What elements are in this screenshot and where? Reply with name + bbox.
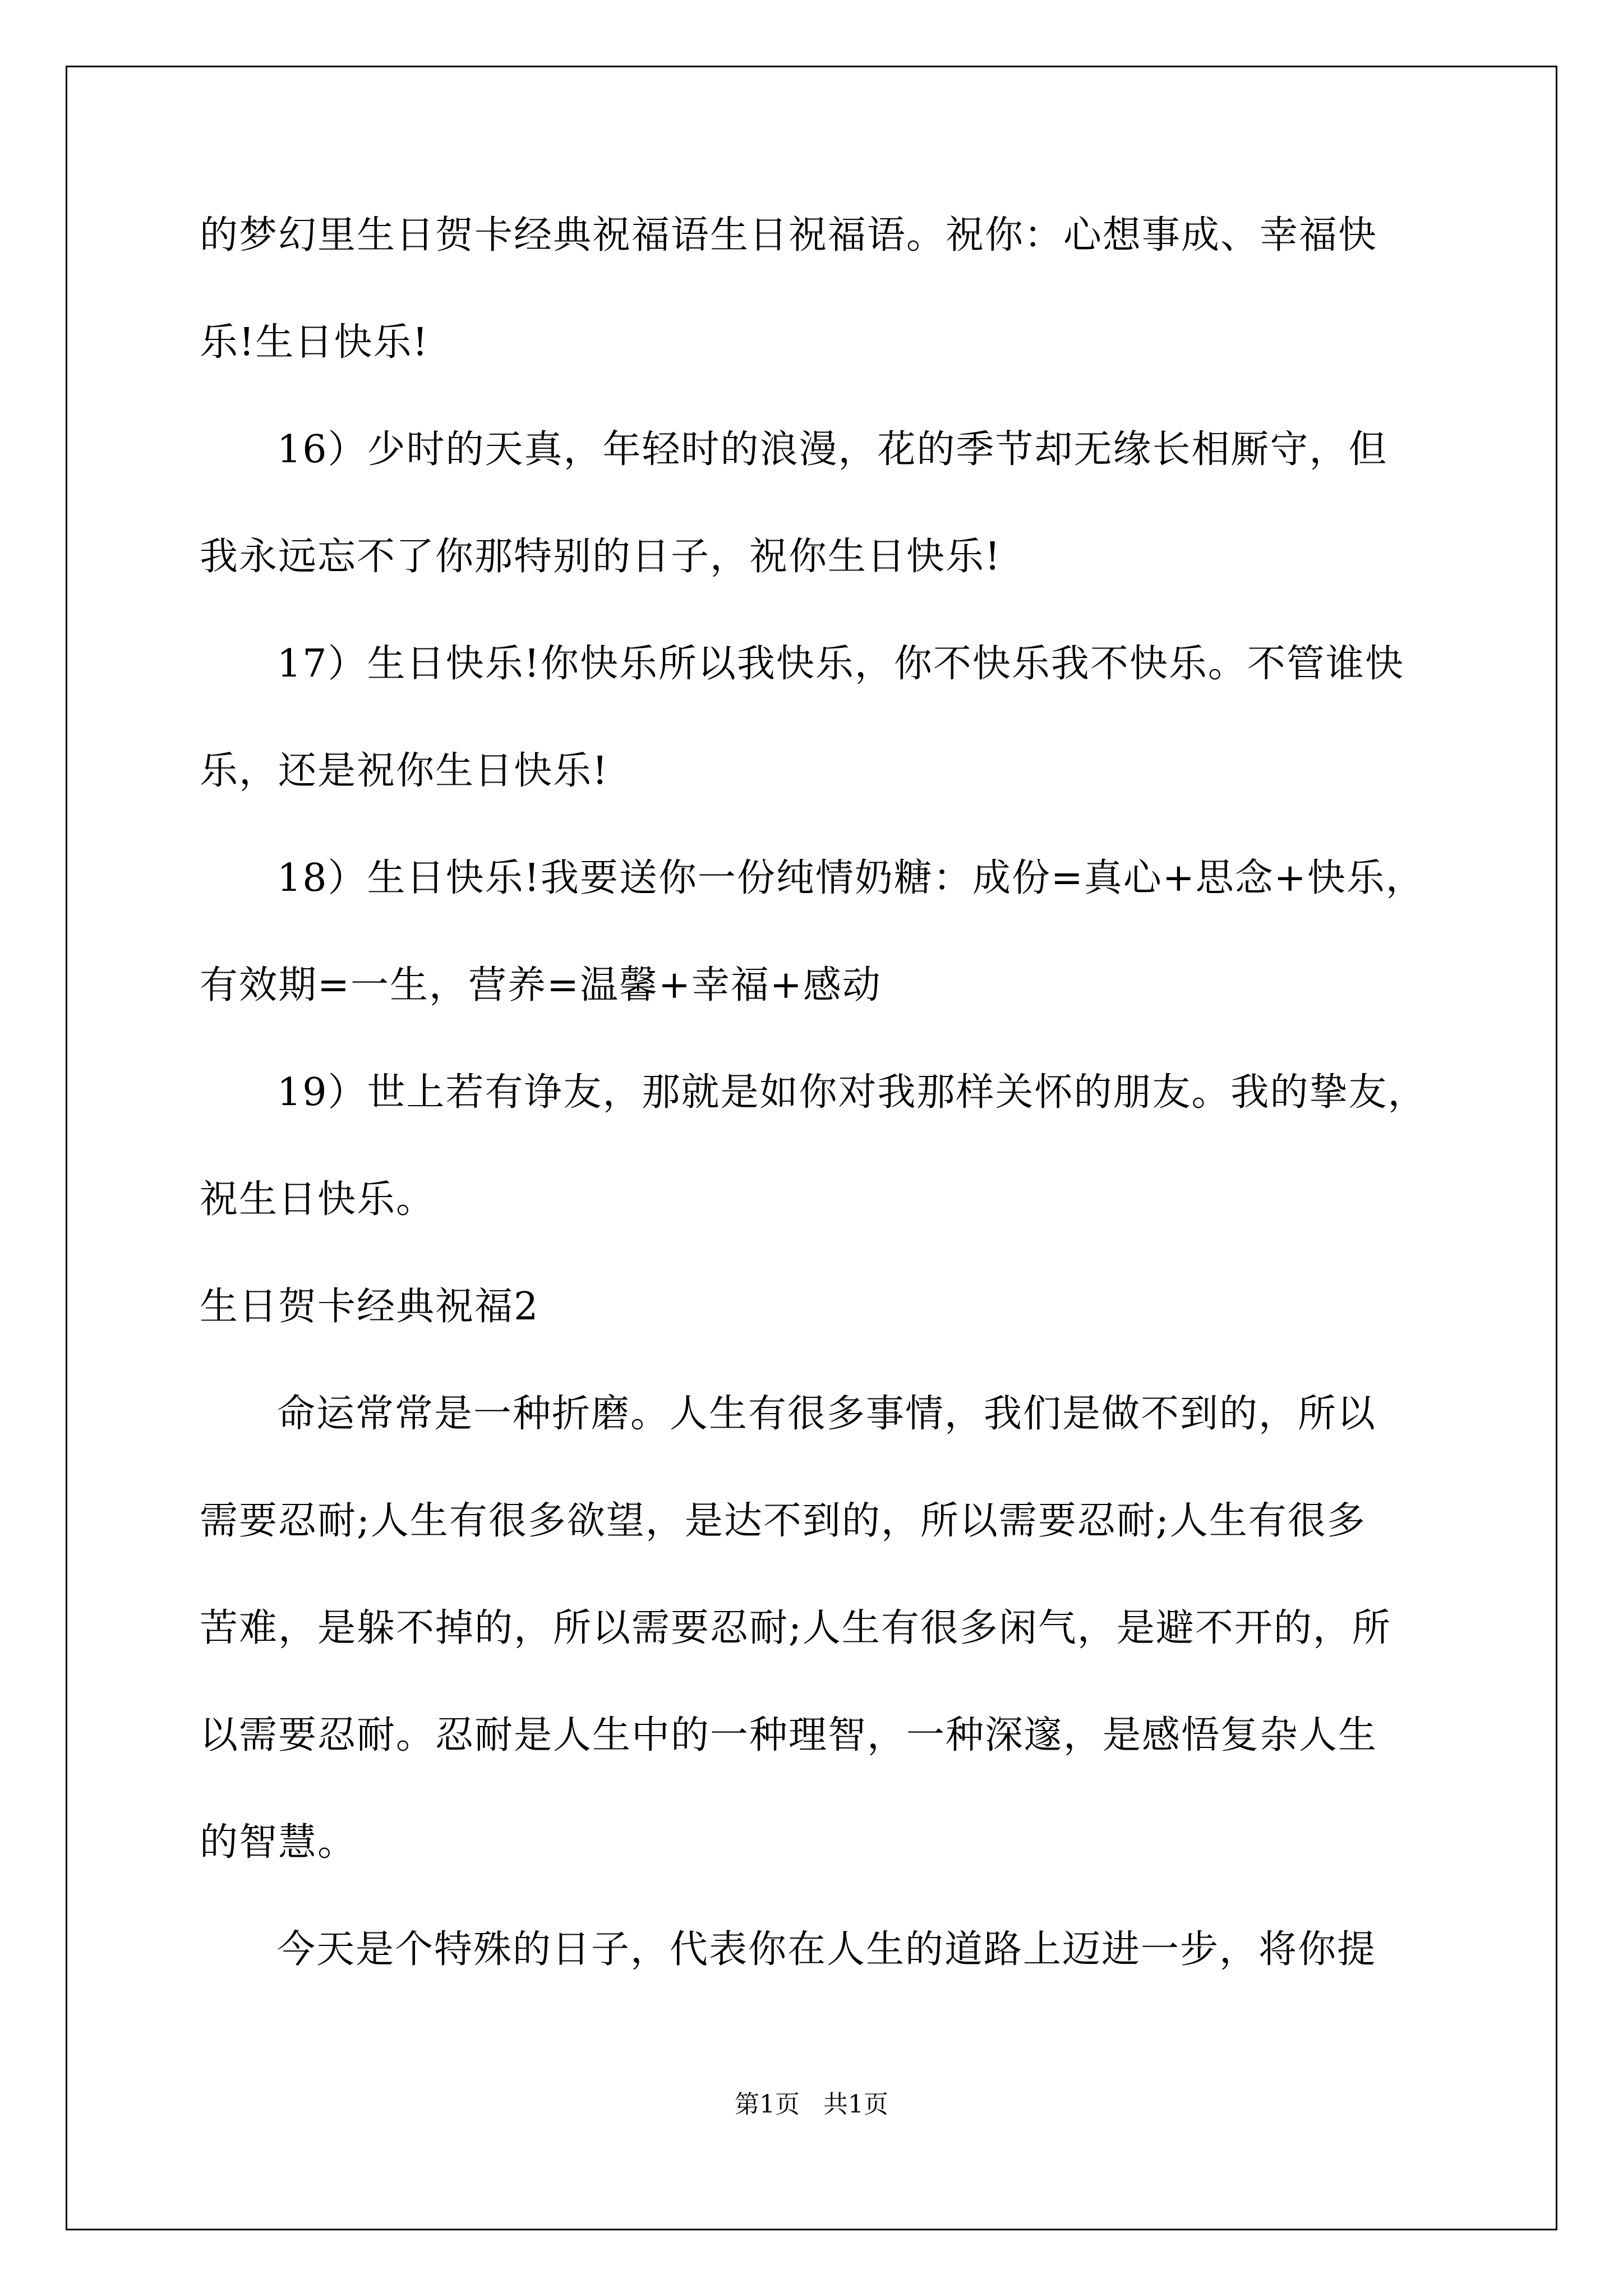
p18-line-2: 有效期=一生，营养=温馨+幸福+感动 xyxy=(200,963,882,1007)
p17-line-2: 乐，还是祝你生日快乐! xyxy=(200,749,609,793)
patience-line-5: 的智慧。 xyxy=(200,1820,357,1865)
patience-line-2: 需要忍耐;人生有很多欲望，是达不到的，所以需要忍耐;人生有很多 xyxy=(200,1499,1366,1543)
patience-line-4: 以需要忍耐。忍耐是人生中的一种理智，一种深邃，是感悟复杂人生 xyxy=(200,1713,1378,1757)
patience-line-1: 命运常常是一种折磨。人生有很多事情，我们是做不到的，所以 xyxy=(277,1392,1377,1436)
page-border xyxy=(66,66,1557,2230)
p17-line-1: 17）生日快乐!你快乐所以我快乐，你不快乐我不快乐。不管谁快 xyxy=(277,642,1404,686)
p18-line-1: 18）生日快乐!我要送你一份纯情奶糖：成份=真心+思念+快乐， xyxy=(277,856,1425,900)
page-number-footer: 第1页 共1页 xyxy=(735,2090,888,2119)
p16-line-1: 16）少时的天真，年轻时的浪漫，花的季节却无缘长相厮守，但 xyxy=(277,427,1388,472)
today-line-1: 今天是个特殊的日子，代表你在人生的道路上迈进一步，将你提 xyxy=(277,1927,1377,1972)
p15-line-2: 乐!生日快乐! xyxy=(200,320,429,365)
p19-line-1: 19）世上若有诤友，那就是如你对我那样关怀的朋友。我的挚友， xyxy=(277,1070,1427,1115)
p16-line-2: 我永远忘不了你那特别的日子，祝你生日快乐! xyxy=(200,535,1002,579)
section-heading: 生日贺卡经典祝福2 xyxy=(200,1285,540,1329)
p15-line-1: 的梦幻里生日贺卡经典祝福语生日祝福语。祝你：心想事成、幸福快 xyxy=(200,213,1378,257)
p19-line-2: 祝生日快乐。 xyxy=(200,1177,436,1222)
patience-line-3: 苦难，是躲不掉的，所以需要忍耐;人生有很多闲气，是避不开的，所 xyxy=(200,1606,1391,1650)
